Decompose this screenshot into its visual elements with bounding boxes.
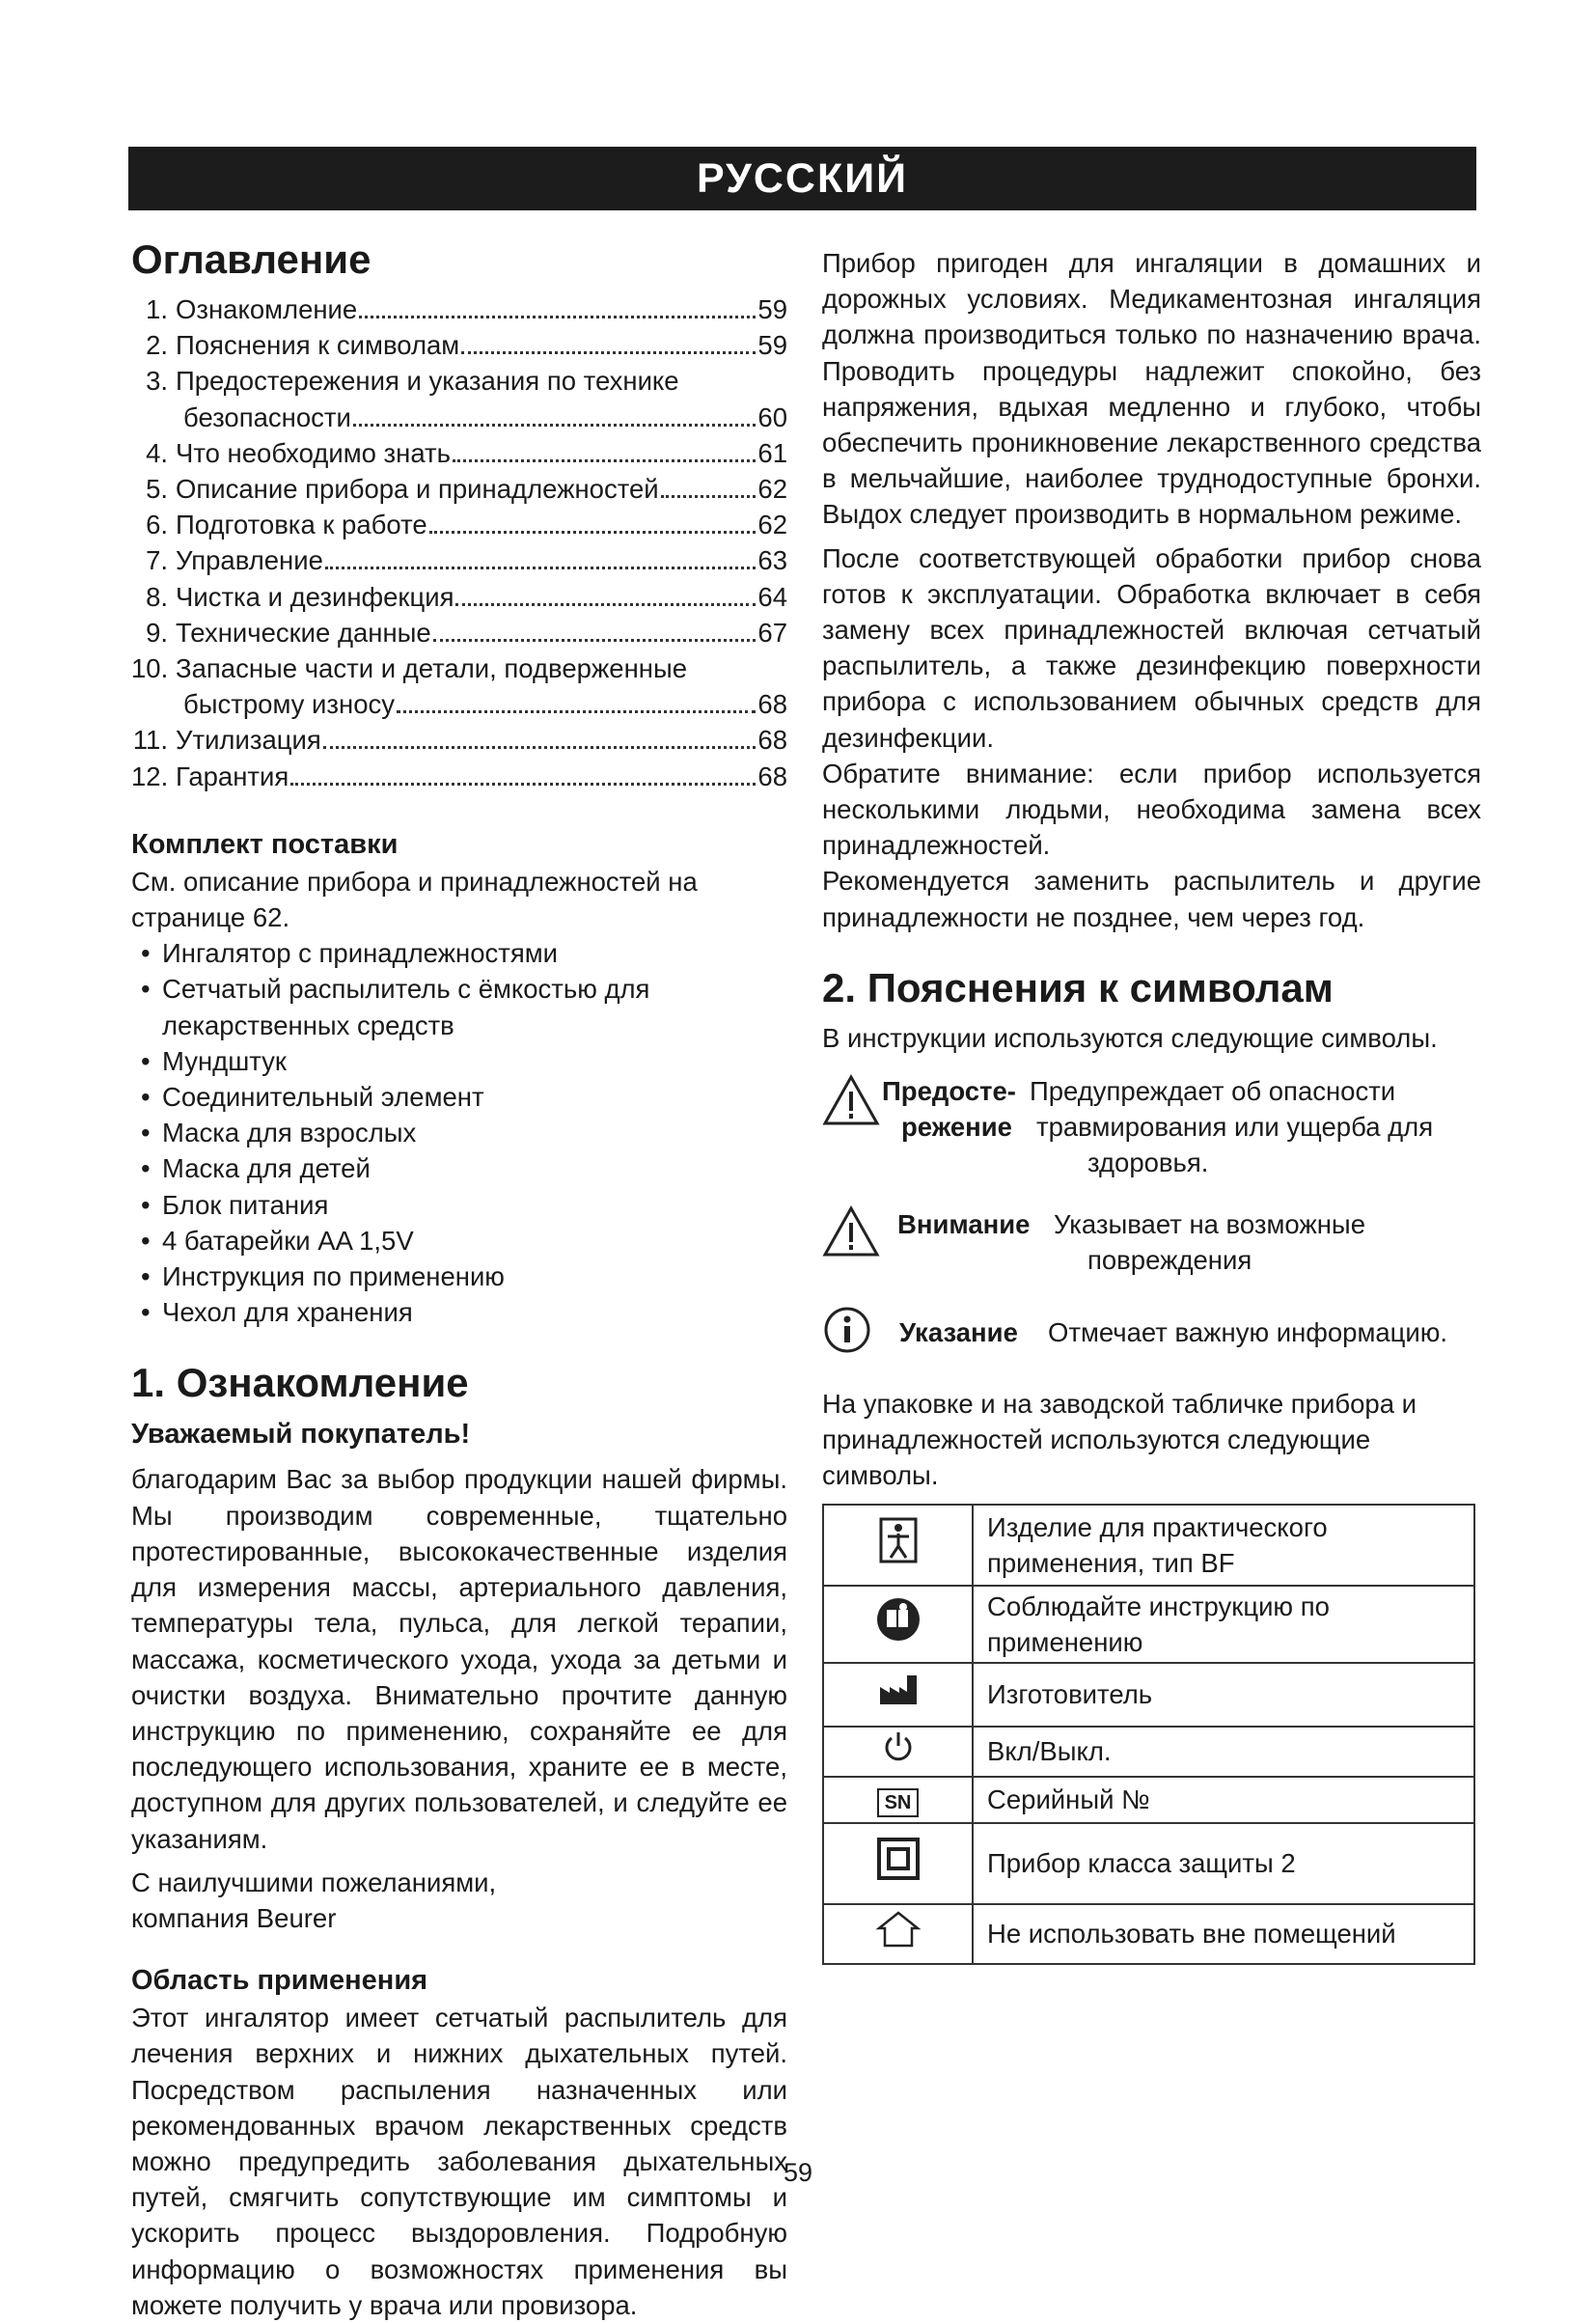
intro-regards: С наилучшими пожеланиями,: [131, 1867, 497, 1897]
toc-item[interactable]: 4. Что необходимо знать 61: [146, 437, 787, 468]
info-circle-icon: [822, 1305, 880, 1359]
list-item: • Маска для детей: [131, 1150, 787, 1186]
table-row: Соблюдайте инструкцию по применению: [823, 1586, 1474, 1663]
table-of-contents: [131, 291, 787, 794]
intro-greeting: Уважаемый покупатель!: [131, 1419, 471, 1451]
symbols-table: [822, 1504, 1475, 1965]
delivery-list: [131, 935, 787, 1330]
toc-item[interactable]: 12. Гарантия 68: [131, 761, 787, 791]
follow-instructions-icon: [876, 1597, 921, 1642]
usage-paragraph: Прибор пригоден для ингаляции в домашних и дорожных условиях. Медикаментозная ингаляция должна производиться только по назначению врача. Проводить процедуры надлежит спокойно, без напряжения, вдыхая медленно и глубоко, чтобы обеспечить проникновение лекарственного средства в мельчайшие, наиболее труднодоступные бронхи. Выдох следует производить в нормальном режиме.: [822, 248, 1481, 530]
label-symbols-intro: На упаковке и на заводской табличке прибора и принадлежностей используются следующие символы.: [822, 1389, 1417, 1491]
usage-title: Область применения: [131, 1965, 428, 1997]
symbol-note-warning: Предосте- режение Предупреждает об опасности травмирования или ущерба для здоровья.: [822, 1073, 1481, 1187]
symbols-title: 2. Пояснения к символам: [822, 964, 1334, 1010]
symbol-note-info: Указание Отмечает важную информацию.: [822, 1305, 1481, 1361]
toc-item[interactable]: 11. Утилизация 68: [132, 725, 787, 756]
list-item: • Мундштук: [131, 1043, 787, 1079]
list-item: • Инструкция по применению: [131, 1258, 787, 1294]
warning-triangle-icon: [822, 1204, 880, 1258]
toc-item[interactable]: 2. Пояснения к символам 59: [146, 330, 787, 361]
right-column: [822, 237, 1481, 1965]
indoor-use-only-icon: [877, 1911, 920, 1948]
table-row: Изделие для практического применения, тип BF: [823, 1505, 1474, 1586]
table-row: Изготовитель: [823, 1663, 1474, 1727]
intro-title: 1. Ознакомление: [131, 1360, 469, 1406]
toc-item[interactable]: 8. Чистка и дезинфекция 64: [146, 581, 787, 612]
delivery-intro: См. описание прибора и принадлежностей на странице 62.: [131, 866, 698, 933]
list-item: • Ингалятор с принадлежностями: [131, 935, 787, 971]
symbols-intro: В инструкции используются следующие символы.: [822, 1022, 1438, 1053]
warning-triangle-icon: [822, 1073, 880, 1127]
toc-item[interactable]: 5. Описание прибора и принадлежностей 62: [146, 474, 787, 505]
toc-item[interactable]: 9. Технические данные 67: [146, 617, 787, 648]
power-icon: [882, 1730, 915, 1763]
serial-number-icon: SN: [877, 1788, 920, 1817]
toc-item[interactable]: 10. Запасные части и детали, подверженные быстрому износу 68: [131, 653, 787, 720]
symbol-note-caution: Внимание Указывает на возможные повреждения: [822, 1204, 1481, 1287]
toc-item[interactable]: 6. Подготовка к работе 62: [146, 510, 787, 540]
list-item: • Чехол для хранения: [131, 1294, 787, 1330]
table-row: Прибор класса защиты 2: [823, 1823, 1474, 1904]
intro-company: компания Beurer: [131, 1902, 337, 1933]
toc-item[interactable]: 3. Предостережения и указания по технике безопасности 60: [146, 366, 787, 432]
page-number: 59: [783, 2158, 813, 2187]
type-bf-applied-part-icon: [879, 1517, 918, 1563]
left-column: [131, 232, 787, 2323]
toc-title: Оглавление: [131, 236, 371, 282]
list-item: • Соединительный элемент: [131, 1079, 787, 1115]
intro-body: благодарим Вас за выбор продукции нашей фирмы. Мы производим современные, тщательно протестированные, высококачественные изделия для измерения массы, артериального давления, температуры тела, пульса, для легкой терапии, массажа, косметического ухода, ухода за детьми и очистки воздуха. Внимательно прочтите данную инструкцию по применению, сохраняйте ее для последующего использования, храните ее в месте, доступном для других пользователей, и следуйте ее указаниям.: [131, 1464, 787, 1854]
usage-paragraph: После соответствующей обработки прибор снова готов к эксплуатации. Обработка включает в себя замену всех принадлежностей включая сетчатый распылитель, а также дезинфекцию поверхности прибора с использованием обычных средств для дезинфекции.: [822, 542, 1481, 753]
toc-item[interactable]: 7. Управление 63: [146, 545, 787, 576]
table-row: Не использовать вне помещений: [823, 1904, 1474, 1964]
protection-class-2-icon: [877, 1838, 920, 1880]
delivery-title: Комплект поставки: [131, 828, 399, 860]
list-item: • Блок питания: [131, 1187, 787, 1223]
manufacturer-icon: [878, 1673, 919, 1706]
usage-paragraph: Этот ингалятор имеет сетчатый распылитель для лечения верхних и нижних дыхательных путей. Посредством распыления назначенных или рекомендованных врачом лекарственных средств можно предупредить заболевания дыхательных путей, смягчить сопутствующие им симптомы и ускорить процесс выздоровления. Подробную информацию о возможностях применения вы можете получить у врача или провизора.: [131, 2003, 787, 2320]
list-item: • Маска для взрослых: [131, 1115, 787, 1150]
list-item: • Сетчатый распылитель с ёмкостью для лекарственных средств: [131, 971, 787, 1042]
usage-paragraph: Обратите внимание: если прибор используется несколькими людьми, необходима замена всех принадлежностей.: [822, 758, 1481, 861]
usage-paragraph: Рекомендуется заменить распылитель и другие принадлежности не позднее, чем через год.: [822, 866, 1481, 932]
table-row: SN Серийный №: [823, 1777, 1474, 1823]
table-row: Вкл/Выкл.: [823, 1727, 1474, 1777]
list-item: • 4 батарейки AA 1,5V: [131, 1223, 787, 1258]
toc-item[interactable]: 1. Ознакомление 59: [146, 294, 787, 324]
language-header-bar: РУССКИЙ: [128, 147, 1476, 210]
